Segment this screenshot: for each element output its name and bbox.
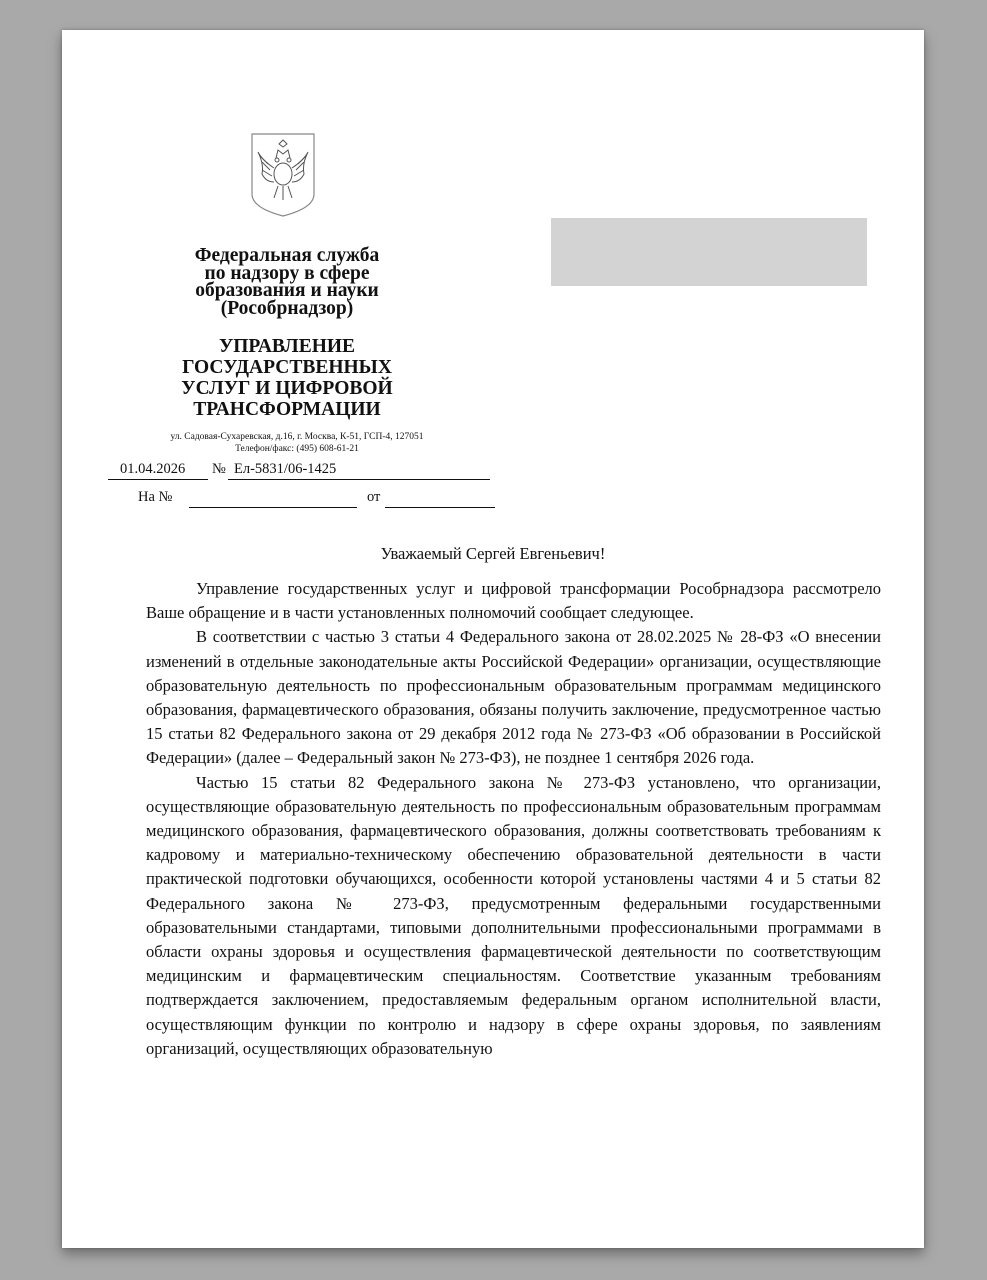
dept-line: ГОСУДАРСТВЕННЫХ — [182, 357, 392, 378]
address-block — [122, 432, 472, 455]
number-underline — [228, 479, 490, 480]
date-underline — [108, 479, 208, 480]
org-line: образования и науки — [195, 280, 379, 301]
redacted-recipient-block — [551, 218, 867, 286]
phone-text: Телефон/факс: (495) 608-61-21 — [235, 443, 359, 454]
dept-line: УПРАВЛЕНИЕ — [218, 336, 356, 357]
letter-page — [62, 30, 924, 1248]
reply-to-underline — [189, 507, 357, 508]
letter-number: Ел-5831/06-1425 — [234, 461, 337, 477]
russian-coat-of-arms-icon — [248, 130, 318, 218]
organization-name — [142, 247, 432, 317]
body-paragraph: В соответствии с частью 3 статьи 4 Федерального закона от 28.02.2025 № 28-ФЗ «О внесении изменений в отдельные законодательные акты Российской Федерации» организации, осуществляющие образовательную деятельность по профессиональным образовательным программам медицинского образования, фармацевтического образования, обязаны получить заключение, предусмотренное частью 15 статьи 82 Федерального закона от 29 декабря 2012 года № 273-ФЗ «Об образовании в Российской Федерации» (далее – Федеральный закон № 273-ФЗ), не позднее 1 сентября 2026 года. — [146, 627, 881, 768]
department-name — [142, 336, 432, 420]
body-paragraph: Частью 15 статьи 82 Федерального закона № 273-ФЗ установлено, что организации, осуществляющие образовательную деятельность по профессиональным образовательным программам медицинского образования, фармацевтического образования, должны соответствовать требованиям к кадровому и материально-техническому обеспечению образовательной деятельности в части практической подготовки обучающихся, особенности которой установлены частями 4 и 5 статьи 82 Федерального закона № 273-ФЗ, предусмотренным федеральными государственными образовательными стандартами, типовыми дополнительными профессиональными программами в области охраны здоровья и осуществления фармацевтической деятельности по соответствующим медицинским и фармацевтическим специальностям. Соответствие указанным требованиям подтверждается заключением, предоставляемым федеральным органом исполнительной власти, осуществляющим функции по контролю и надзору в сфере охраны здоровья, по заявлениям организаций, осуществляющих образовательную — [146, 772, 881, 1058]
org-line: по надзору в сфере — [204, 262, 370, 284]
dept-line: ТРАНСФОРМАЦИИ — [193, 399, 381, 420]
reply-to-label: На № — [138, 489, 173, 505]
address-text: ул. Садовая-Сухаревская, д.16, г. Москва, К-51, ГСП-4, 127051 — [170, 432, 424, 442]
letter-date: 01.04.2026 — [120, 461, 186, 477]
greeting: Уважаемый Сергей Евгеньевич! — [380, 544, 606, 563]
dept-line: УСЛУГ И ЦИФРОВОЙ — [181, 378, 393, 399]
body-paragraph: Управление государственных услуг и цифровой трансформации Рособрнадзора рассмотрело Ваше обращение и в части установленных полномочий сообщает следующее. — [146, 579, 881, 623]
letter-body — [146, 577, 881, 1061]
from-underline — [385, 507, 495, 508]
number-label: № — [212, 461, 226, 477]
org-line: Федеральная служба — [194, 245, 380, 266]
from-label: от — [367, 489, 381, 505]
org-line: (Рособрнадзор) — [220, 297, 354, 319]
